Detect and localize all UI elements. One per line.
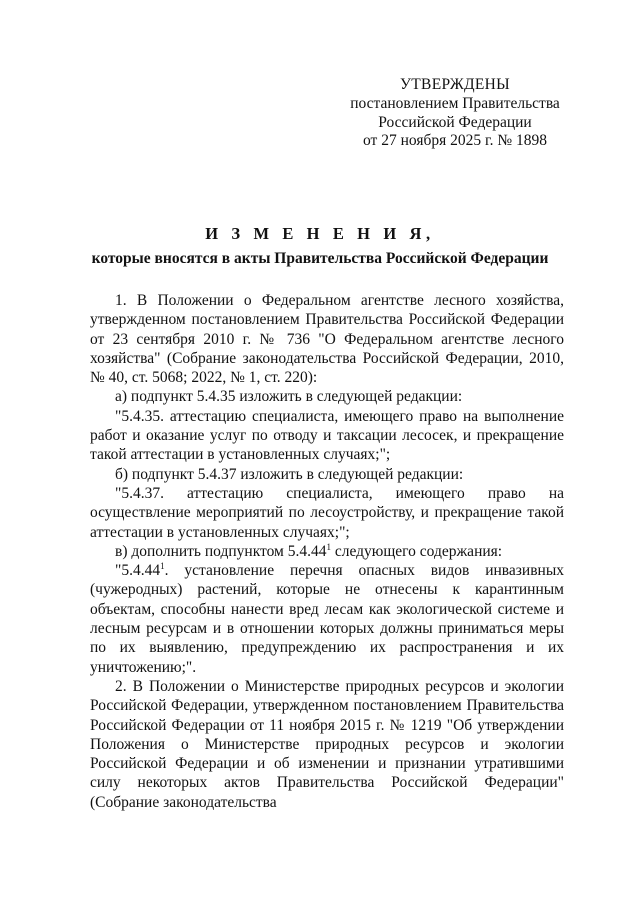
paragraph-subpoint-v-tail: следующего содержания:	[330, 542, 503, 560]
paragraph-5-4-44-number: "5.4.44	[115, 562, 161, 580]
approval-line-3: от 27 ноября 2025 г. № 1898	[363, 132, 547, 150]
document-title: И З М Е Н Е Н И Я,	[205, 224, 435, 243]
superscript-mark: 1	[160, 561, 165, 572]
paragraph-subpoint-v-text: в) дополнить подпунктом 5.4.44	[115, 542, 327, 560]
approval-line-1: постановлением Правительства	[350, 94, 560, 112]
paragraph-subpoint-a: а) подпункт 5.4.35 изложить в следующей редакции:	[115, 388, 463, 406]
approval-block	[330, 76, 580, 151]
document-subtitle: которые вносятся в акты Правительства Российской Федерации	[91, 250, 549, 267]
approval-line-2: Российской Федерации	[378, 113, 532, 131]
paragraph-2: 2. В Положении о Министерстве природных ресурсов и экологии Российской Федерации, утвержденном постановлением Правительства Российской Федерации от 11 ноября 2015 г. № 1219 "Об утверждении Положения о Министерстве природных ресурсов и экологии Российской Федерации и об изменении и признании утратившими силу некоторых актов Правительства Российской Федерации" (Собрание законодательства	[90, 677, 564, 811]
superscript-mark: 1	[326, 541, 331, 552]
paragraph-5-4-35: "5.4.35. аттестацию специалиста, имеющего право на выполнение работ и оказание услуг по отводу и таксации лесосек, и прекращение такой аттестации в установленных случаях;";	[90, 407, 564, 464]
paragraph-subpoint-b: б) подпункт 5.4.37 изложить в следующей редакции:	[115, 465, 464, 483]
approval-title: УТВЕРЖДЕНЫ	[400, 76, 510, 93]
paragraph-5-4-44-text: . установление перечня опасных видов инвазивных (чужеродных) растений, которые не отнесены к карантинным объектам, способны нанести вред лесам как экологической системе и лесным ресурсам и в отношении которых должны приниматься меры по их выявлению, предупреждению их распространения и их уничтожению;".	[90, 562, 564, 676]
document-body	[90, 291, 564, 812]
paragraph-1: 1. В Положении о Федеральном агентстве лесного хозяйства, утвержденном постановлением Правительства Российской Федерации от 23 сентября 2010 г. № 736 "О Федеральном агентстве лесного хозяйства" (Собрание законодательства Российской Федерации, 2010, № 40, ст. 5068; 2022, № 1, ст. 220):	[90, 292, 564, 387]
paragraph-subpoint-v	[90, 542, 564, 561]
paragraph-5-4-44	[90, 561, 564, 677]
paragraph-5-4-37: "5.4.37. аттестацию специалиста, имеющего право на осуществление мероприятий по лесоустройству, и прекращение такой аттестации в установленных случаях;";	[90, 484, 564, 541]
